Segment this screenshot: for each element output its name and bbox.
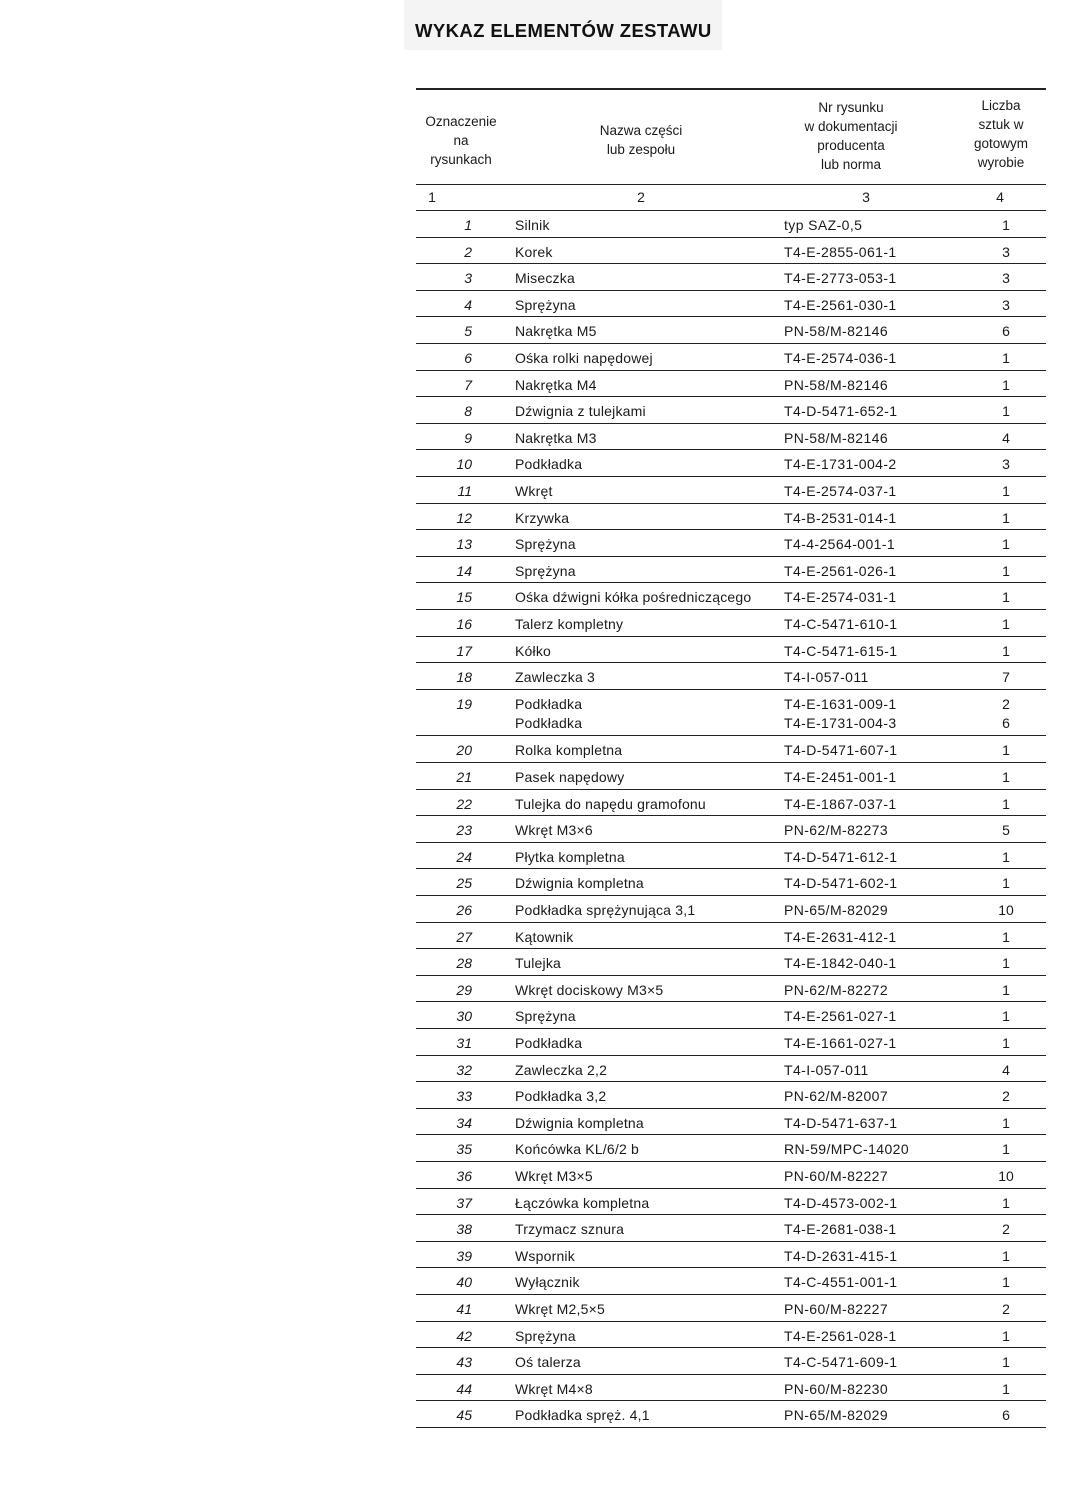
row-rule (416, 1108, 1046, 1109)
table-row (416, 297, 1046, 317)
row-rule (416, 1134, 1046, 1135)
table-row (416, 323, 1046, 343)
row-drawing-number: T4-D-5471-602-1 (784, 875, 898, 892)
row-part-name: Zawleczka 2,2 (515, 1061, 608, 1078)
row-designation: 23 (456, 822, 472, 839)
column-number-1: 1 (428, 189, 436, 205)
row-designation: 13 (456, 536, 472, 553)
row-part-name: Łączówka kompletna (515, 1194, 650, 1211)
row-rule (416, 1400, 1046, 1401)
row-rule (416, 370, 1046, 371)
row-designation: 22 (456, 795, 472, 812)
row-rule (416, 423, 1046, 424)
column-number-rule (416, 210, 1046, 211)
row-part-name: Podkładka 3,2 (515, 1088, 607, 1105)
row-quantity: 1 (1002, 217, 1010, 233)
row-quantity: 1 (1002, 1141, 1010, 1158)
row-drawing-number: PN-58/M-82146 (784, 376, 889, 393)
row-drawing-number: T4-E-2574-037-1 (784, 483, 897, 499)
row-quantity: 1 (1002, 981, 1010, 998)
row-quantity: 1 (1002, 742, 1010, 759)
row-part-name: Podkładka sprężynująca 3,1 (515, 902, 696, 918)
row-rule (416, 735, 1046, 736)
row-drawing-number: T4-E-2574-036-1 (784, 350, 897, 366)
row-quantity: 1 (1002, 1274, 1010, 1291)
row-part-name: Pasek napędowy (515, 769, 625, 785)
row-rule (416, 1241, 1046, 1242)
row-rule (416, 1374, 1046, 1375)
row-quantity: 1 (1002, 350, 1010, 366)
row-designation: 17 (456, 642, 472, 659)
table-row (416, 616, 1046, 636)
row-quantity: 1 (1002, 562, 1010, 579)
row-part-name: Podkładka (515, 1035, 583, 1051)
row-quantity: 10 (998, 1168, 1014, 1184)
row-part-name: Wkręt dociskowy M3×5 (515, 981, 664, 998)
row-part-name: Wkręt M4×8 (515, 1380, 593, 1397)
row-rule (416, 975, 1046, 976)
row-designation: 19 (456, 695, 472, 712)
table-row (416, 456, 1046, 476)
row-quantity: 1 (1002, 795, 1010, 812)
row-drawing-number: PN-62/M-82273 (784, 822, 889, 839)
row-drawing-number: T4-E-1842-040-1 (784, 955, 897, 972)
row-designation: 11 (457, 483, 472, 499)
row-part-name: Podkładka (515, 456, 583, 473)
row-drawing-number: T4-I-057-011 (784, 1061, 869, 1078)
row-rule (416, 948, 1046, 949)
row-designation: 6 (464, 350, 472, 366)
row-quantity: 1 (1002, 376, 1010, 393)
row-rule (416, 476, 1046, 477)
table-row (416, 536, 1046, 556)
table-row (416, 1381, 1046, 1401)
table-row (416, 1115, 1046, 1135)
row-part-name: Wkręt M3×6 (515, 822, 593, 839)
header-drawing-number: Nr rysunku w dokumentacji producenta lub norma (804, 100, 898, 172)
row-designation: 14 (456, 562, 472, 579)
table-row (416, 1328, 1046, 1348)
row-part-name: Wyłącznik (515, 1274, 580, 1291)
row-designation: 38 (456, 1221, 472, 1238)
row-designation: 12 (456, 509, 472, 526)
row-designation: 32 (456, 1061, 472, 1078)
table-row (416, 1354, 1046, 1374)
row-designation: 24 (456, 848, 472, 865)
row-quantity: 1 (1002, 928, 1010, 945)
table-row (416, 1088, 1046, 1108)
row-designation: 35 (456, 1141, 472, 1158)
row-part-name: Oś talerza (515, 1354, 581, 1371)
header-rule (416, 184, 1046, 185)
table-row (416, 875, 1046, 895)
row-quantity: 4 (1002, 1061, 1010, 1078)
row-drawing-number: T4-C-5471-609-1 (784, 1354, 898, 1371)
row-part-name: Krzywka (515, 509, 570, 526)
row-rule (416, 868, 1046, 869)
column-number-3: 3 (862, 189, 870, 205)
row-rule (416, 1161, 1046, 1162)
row-rule (416, 762, 1046, 763)
table-row (416, 796, 1046, 816)
row-designation: 44 (456, 1380, 472, 1397)
row-part-name: Trzymacz sznura (515, 1221, 625, 1238)
row-part-name: Dźwignia kompletna (515, 1114, 644, 1131)
row-designation: 41 (456, 1301, 472, 1317)
row-rule (416, 1427, 1046, 1428)
row-quantity-secondary: 6 (1002, 714, 1010, 731)
row-quantity: 1 (1002, 1354, 1010, 1371)
row-drawing-number: PN-62/M-82007 (784, 1088, 889, 1105)
row-part-name: Talerz kompletny (515, 616, 624, 632)
row-quantity: 1 (1002, 536, 1010, 553)
row-designation: 5 (464, 323, 472, 340)
table-row (416, 1248, 1046, 1268)
row-designation: 2 (464, 243, 472, 260)
row-drawing-number: PN-60/M-82227 (784, 1301, 889, 1317)
row-drawing-number: PN-60/M-82227 (784, 1168, 889, 1184)
row-drawing-number: T4-E-1661-027-1 (784, 1035, 897, 1051)
table-row (416, 589, 1046, 609)
header-part-name: Nazwa części lub zespołu (599, 123, 683, 157)
row-designation: 16 (456, 616, 472, 632)
row-quantity: 1 (1002, 509, 1010, 526)
header-quantity: Liczba sztuk w gotowym wyrobie (973, 98, 1029, 170)
row-part-name: Nakrętka M5 (515, 323, 597, 340)
row-designation: 21 (456, 769, 472, 785)
row-rule (416, 449, 1046, 450)
row-rule (416, 815, 1046, 816)
row-drawing-number: PN-65/M-82029 (784, 1407, 889, 1424)
row-drawing-number: T4-D-5471-637-1 (784, 1114, 898, 1131)
row-part-name: Podkładka spręż. 4,1 (515, 1407, 650, 1424)
row-drawing-number-secondary: T4-E-1731-004-3 (784, 714, 897, 731)
row-part-name: Ośka rolki napędowej (515, 350, 653, 366)
row-quantity: 1 (1002, 1114, 1010, 1131)
table-row (416, 510, 1046, 530)
row-quantity: 1 (1002, 403, 1010, 420)
row-part-name: Podkładka (515, 695, 583, 712)
row-drawing-number: T4-I-057-011 (784, 669, 869, 686)
row-drawing-number: PN-60/M-82230 (784, 1380, 889, 1397)
row-designation: 34 (456, 1114, 472, 1131)
page-title: WYKAZ ELEMENTÓW ZESTAWU (415, 20, 712, 41)
row-quantity: 7 (1002, 669, 1010, 686)
row-rule (416, 1321, 1046, 1322)
row-rule (416, 1188, 1046, 1189)
row-quantity: 1 (1002, 1327, 1010, 1344)
row-rule (416, 529, 1046, 530)
column-number-2: 2 (637, 189, 645, 205)
header-designation: Oznaczenie na rysunkach (425, 114, 497, 167)
row-part-name-secondary: Podkładka (515, 714, 583, 731)
table-row (416, 403, 1046, 423)
row-rule (416, 1055, 1046, 1056)
row-part-name: Korek (515, 243, 553, 260)
row-part-name: Płytka kompletna (515, 848, 625, 865)
table-row (416, 982, 1046, 1002)
table-row (416, 742, 1046, 762)
row-quantity: 5 (1002, 822, 1010, 839)
row-rule (416, 556, 1046, 557)
row-part-name: Sprężyna (515, 296, 576, 313)
row-quantity: 3 (1002, 456, 1010, 473)
table-row (416, 769, 1046, 789)
row-designation: 10 (456, 456, 472, 473)
table-row (416, 1141, 1046, 1161)
row-rule (416, 1214, 1046, 1215)
table-row (416, 377, 1046, 397)
row-drawing-number: typ SAZ-0,5 (784, 217, 863, 233)
row-quantity: 1 (1002, 589, 1010, 606)
row-rule (416, 662, 1046, 663)
row-rule (416, 290, 1046, 291)
row-quantity: 1 (1002, 1008, 1010, 1025)
row-drawing-number: T4-D-5471-612-1 (784, 848, 898, 865)
row-quantity: 1 (1002, 769, 1010, 785)
row-drawing-number: T4-E-2561-026-1 (784, 562, 897, 579)
row-quantity: 2 (1002, 695, 1010, 712)
row-rule (416, 1001, 1046, 1002)
row-drawing-number: T4-D-4573-002-1 (784, 1194, 898, 1211)
row-quantity: 6 (1002, 1407, 1010, 1424)
row-drawing-number: PN-58/M-82146 (784, 323, 889, 340)
table-row (416, 563, 1046, 583)
row-designation: 39 (456, 1247, 472, 1264)
row-drawing-number: PN-58/M-82146 (784, 429, 889, 446)
row-rule (416, 689, 1046, 690)
row-part-name: Zawleczka 3 (515, 669, 596, 686)
row-part-name: Miseczka (515, 270, 575, 287)
row-rule (416, 396, 1046, 397)
row-rule (416, 1028, 1046, 1029)
row-drawing-number: T4-E-2561-030-1 (784, 296, 897, 313)
row-drawing-number: T4-C-5471-610-1 (784, 616, 898, 632)
table-row (416, 849, 1046, 869)
row-designation: 31 (456, 1035, 472, 1051)
row-quantity: 1 (1002, 642, 1010, 659)
row-designation: 28 (456, 955, 472, 972)
table-row (416, 902, 1046, 922)
table-row (416, 217, 1046, 237)
row-designation: 7 (464, 376, 472, 393)
row-quantity: 1 (1002, 955, 1010, 972)
row-drawing-number: T4-E-2561-028-1 (784, 1327, 897, 1344)
row-designation: 18 (456, 669, 472, 686)
row-part-name: Nakrętka M4 (515, 376, 597, 393)
table-row (416, 643, 1046, 663)
row-part-name: Sprężyna (515, 562, 576, 579)
row-drawing-number: T4-D-2631-415-1 (784, 1247, 898, 1264)
row-drawing-number: PN-62/M-82272 (784, 981, 889, 998)
table-row (416, 244, 1046, 264)
row-designation: 3 (464, 270, 472, 287)
row-part-name: Wkręt M2,5×5 (515, 1301, 605, 1317)
row-designation: 29 (456, 981, 472, 998)
row-rule (416, 1267, 1046, 1268)
table-row (416, 1221, 1046, 1241)
row-rule (416, 582, 1046, 583)
row-rule (416, 1347, 1046, 1348)
row-part-name: Sprężyna (515, 1327, 576, 1344)
row-drawing-number: T4-E-2773-053-1 (784, 270, 897, 287)
row-rule (416, 343, 1046, 344)
row-drawing-number: T4-E-2855-061-1 (784, 243, 897, 260)
row-rule (416, 636, 1046, 637)
row-drawing-number: T4-E-1631-009-1 (784, 695, 897, 712)
row-drawing-number: T4-C-5471-615-1 (784, 642, 898, 659)
row-quantity: 3 (1002, 296, 1010, 313)
table-row (416, 929, 1046, 949)
row-part-name: Rolka kompletna (515, 742, 623, 759)
row-quantity: 2 (1002, 1301, 1010, 1317)
row-designation: 27 (456, 928, 472, 945)
row-rule (416, 316, 1046, 317)
table-row (416, 669, 1046, 689)
row-drawing-number: T4-4-2564-001-1 (784, 536, 896, 553)
row-quantity: 1 (1002, 483, 1010, 499)
row-rule (416, 263, 1046, 264)
row-drawing-number: T4-E-1731-004-2 (784, 456, 897, 473)
row-designation: 40 (456, 1274, 472, 1291)
row-part-name: Sprężyna (515, 1008, 576, 1025)
row-rule (416, 842, 1046, 843)
table-row (416, 1008, 1046, 1028)
row-drawing-number: T4-E-2451-001-1 (784, 769, 897, 785)
row-quantity: 10 (998, 902, 1014, 918)
row-designation: 33 (456, 1088, 472, 1105)
row-designation: 37 (456, 1194, 472, 1211)
table-row (416, 270, 1046, 290)
row-designation: 30 (456, 1008, 472, 1025)
table-row (416, 822, 1046, 842)
row-quantity: 1 (1002, 616, 1010, 632)
row-designation: 20 (456, 742, 472, 759)
row-rule (416, 895, 1046, 896)
row-quantity: 6 (1002, 323, 1010, 340)
row-drawing-number: T4-E-2574-031-1 (784, 589, 897, 606)
row-quantity: 1 (1002, 1035, 1010, 1051)
row-drawing-number: T4-B-2531-014-1 (784, 509, 897, 526)
row-part-name: Wspornik (515, 1247, 575, 1264)
row-quantity: 3 (1002, 270, 1010, 287)
row-quantity: 1 (1002, 1194, 1010, 1211)
row-part-name: Sprężyna (515, 536, 576, 553)
row-part-name: Ośka dźwigni kółka pośredniczącego (515, 589, 752, 606)
row-designation: 26 (456, 902, 472, 918)
row-rule (416, 503, 1046, 504)
table-row (416, 1407, 1046, 1427)
row-part-name: Wkręt M3×5 (515, 1168, 593, 1184)
row-part-name: Wkręt (515, 483, 553, 499)
table-row (416, 1062, 1046, 1082)
table-top-rule (416, 88, 1046, 90)
row-drawing-number: T4-C-4551-001-1 (784, 1274, 898, 1291)
column-number-4: 4 (996, 189, 1004, 205)
row-drawing-number: T4-E-2561-027-1 (784, 1008, 897, 1025)
row-rule (416, 1081, 1046, 1082)
row-designation: 8 (464, 403, 472, 420)
row-quantity: 1 (1002, 848, 1010, 865)
row-designation: 1 (464, 217, 472, 233)
row-quantity: 1 (1002, 875, 1010, 892)
row-designation: 36 (456, 1168, 472, 1184)
row-drawing-number: RN-59/MPC-14020 (784, 1141, 910, 1158)
table-row (416, 696, 1046, 736)
row-rule (416, 1294, 1046, 1295)
row-part-name: Tulejka do napędu gramofonu (515, 795, 706, 812)
row-part-name: Końcówka KL/6/2 b (515, 1141, 640, 1158)
row-drawing-number: T4-E-2681-038-1 (784, 1221, 897, 1238)
row-part-name: Kątownik (515, 928, 574, 945)
row-quantity: 4 (1002, 429, 1010, 446)
row-drawing-number: T4-E-1867-037-1 (784, 795, 897, 812)
row-part-name: Tulejka (515, 955, 562, 972)
row-designation: 43 (456, 1354, 472, 1371)
row-designation: 25 (456, 875, 472, 892)
row-designation: 9 (464, 429, 472, 446)
row-designation: 42 (456, 1327, 472, 1344)
row-quantity: 2 (1002, 1221, 1010, 1238)
row-designation: 4 (464, 296, 472, 313)
table-row (416, 483, 1046, 503)
row-part-name: Dźwignia z tulejkami (515, 403, 646, 420)
row-quantity: 2 (1002, 1088, 1010, 1105)
row-drawing-number: PN-65/M-82029 (784, 902, 889, 918)
table-row (416, 1168, 1046, 1188)
table-row (416, 1035, 1046, 1055)
row-part-name: Nakrętka M3 (515, 429, 597, 446)
table-row (416, 430, 1046, 450)
row-drawing-number: T4-D-5471-652-1 (784, 403, 898, 420)
row-quantity: 1 (1002, 1247, 1010, 1264)
row-rule (416, 789, 1046, 790)
row-quantity: 3 (1002, 243, 1010, 260)
row-designation: 45 (456, 1407, 472, 1424)
row-rule (416, 609, 1046, 610)
row-part-name: Dźwignia kompletna (515, 875, 644, 892)
row-rule (416, 922, 1046, 923)
row-quantity: 1 (1002, 1380, 1010, 1397)
table-row (416, 955, 1046, 975)
table-row (416, 1301, 1046, 1321)
row-drawing-number: T4-D-5471-607-1 (784, 742, 898, 759)
table-row (416, 350, 1046, 370)
row-designation: 15 (456, 589, 472, 606)
table-row (416, 1195, 1046, 1215)
row-part-name: Silnik (515, 217, 550, 233)
table-row (416, 1274, 1046, 1294)
row-part-name: Kółko (515, 642, 552, 659)
row-rule (416, 237, 1046, 238)
row-drawing-number: T4-E-2631-412-1 (784, 928, 897, 945)
